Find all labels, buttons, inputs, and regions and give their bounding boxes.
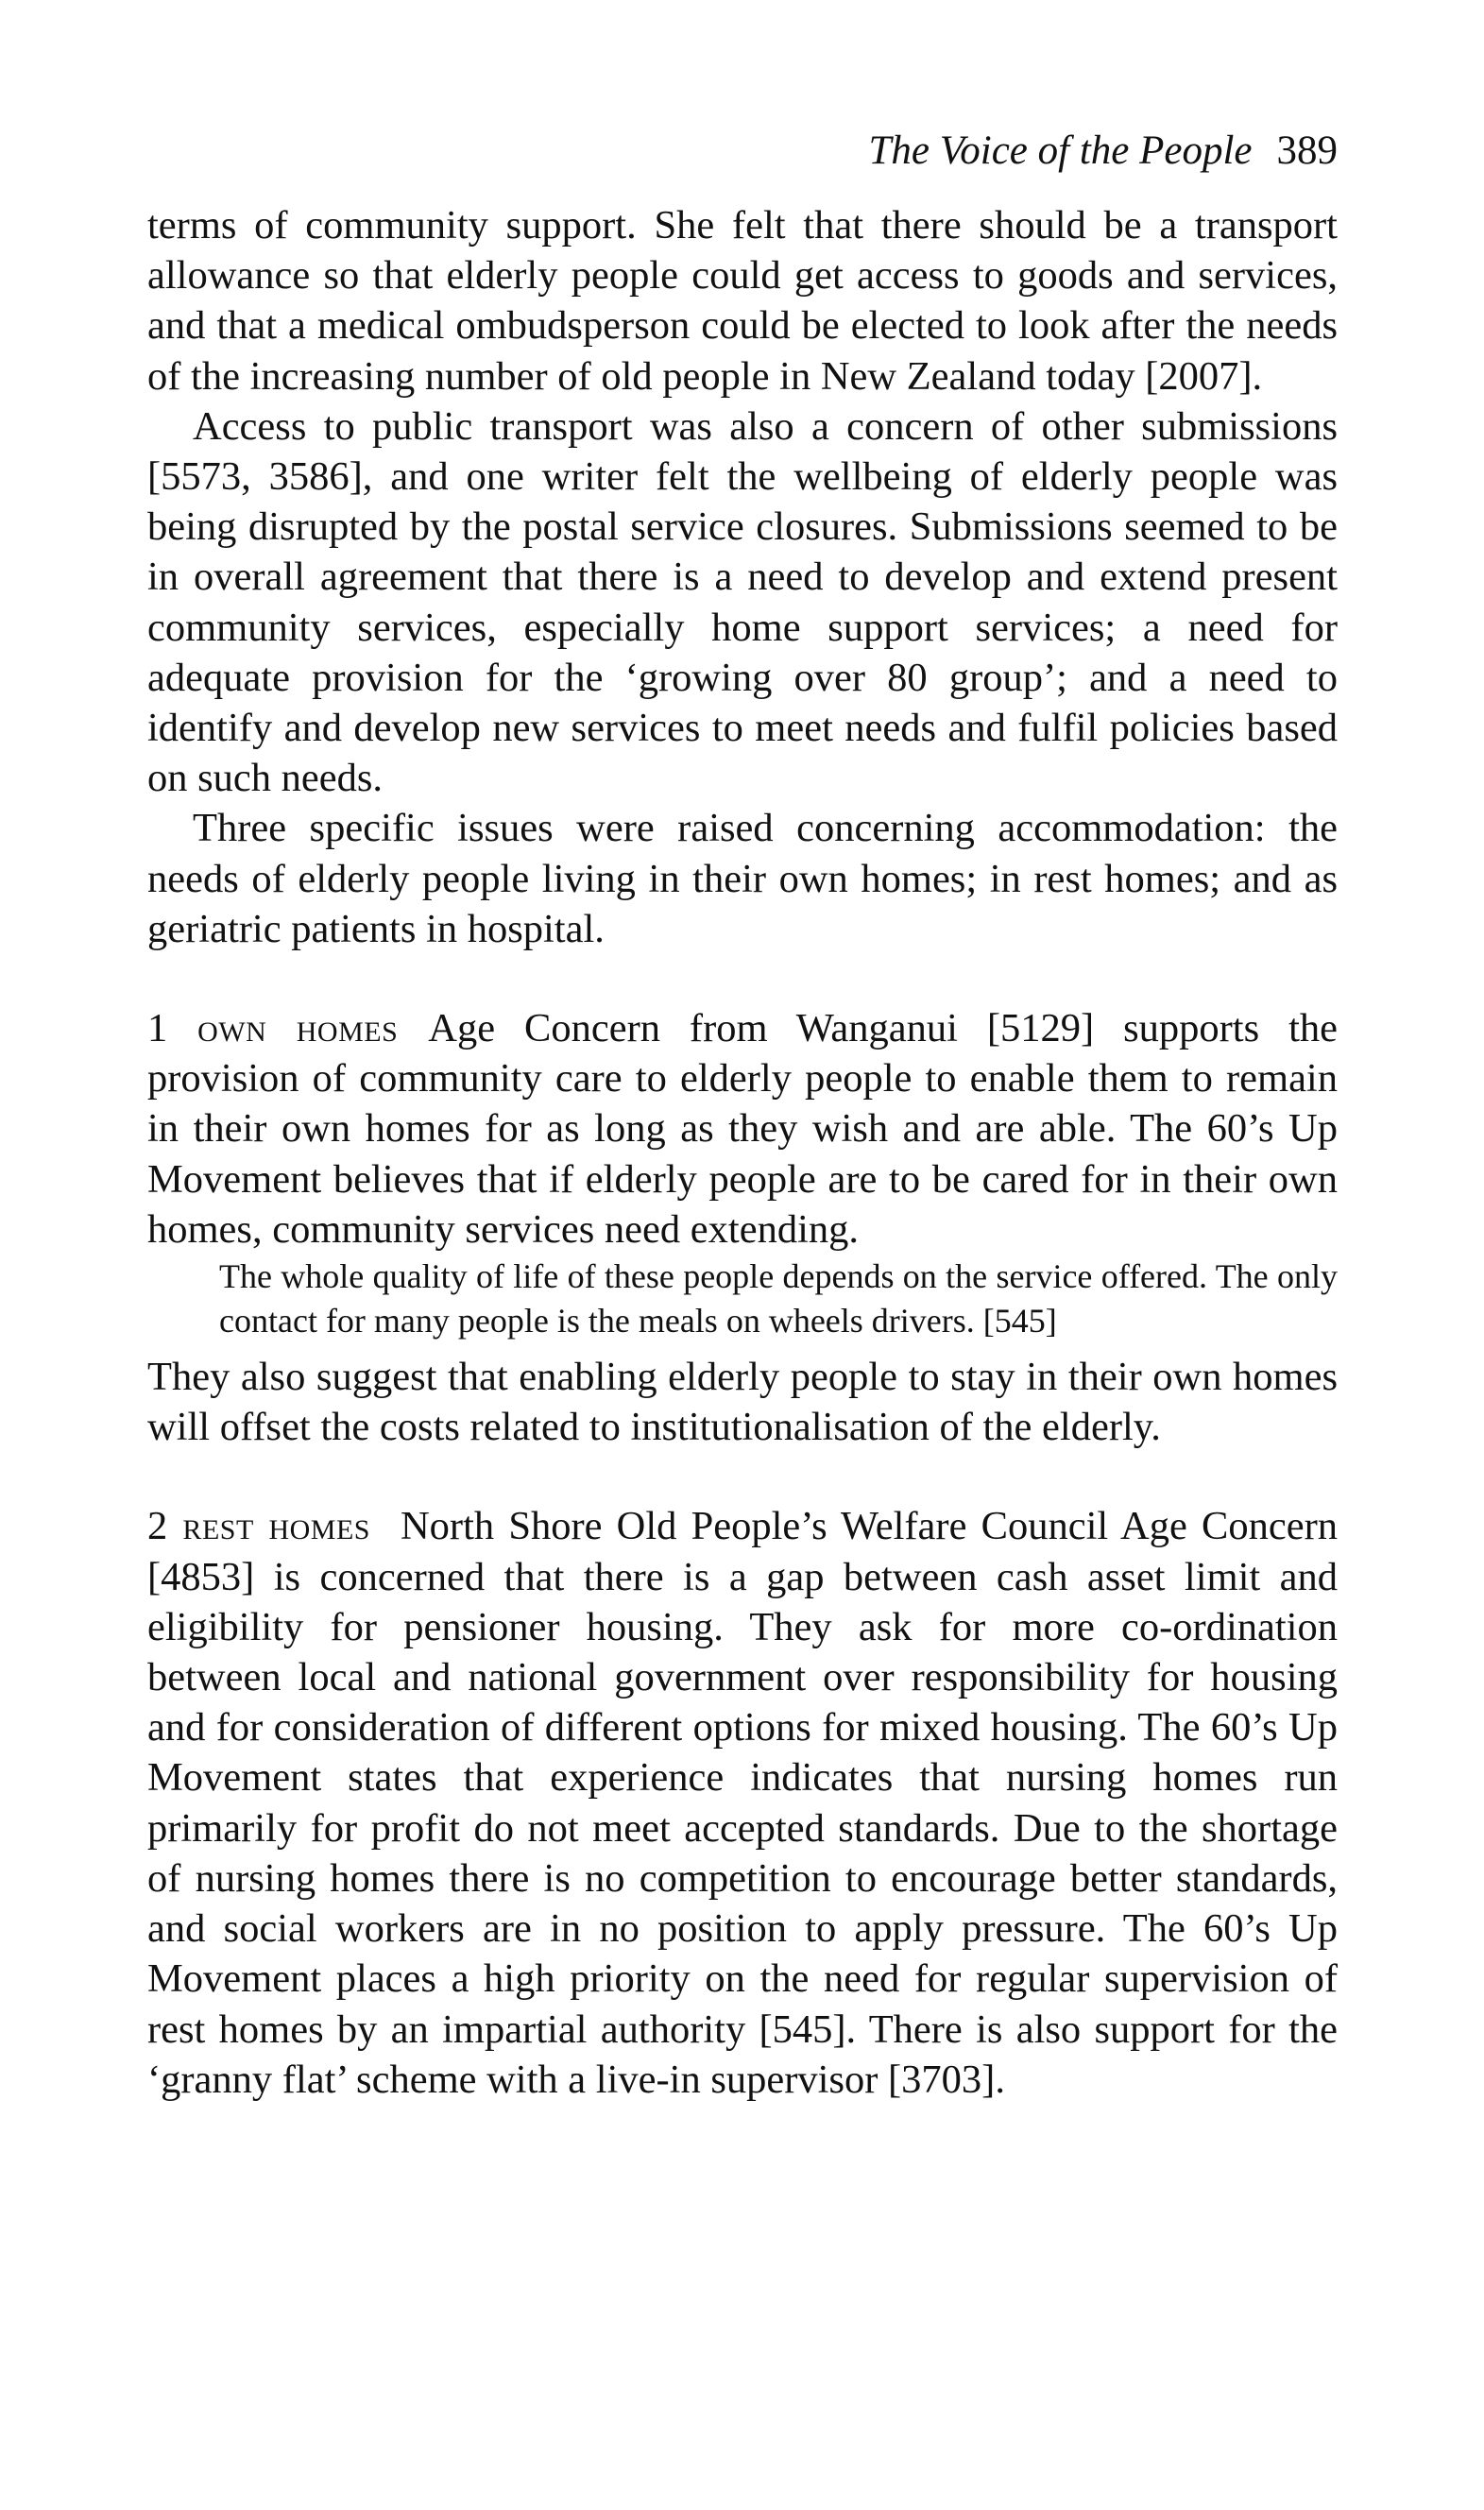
section-rest-homes: [147, 1501, 1338, 2104]
block-quote: The whole quality of life of these people depends on the service offered. The only contact for many people is the meals on wheels drivers. [545]: [219, 1257, 1338, 1340]
paragraph-public-transport: Access to public transport was also a concern of other submissions [5573, 3586], and one writer felt the wellbeing of elderly people was being disrupted by the postal service closures. Submissions seemed to be in overall agreement that there is a need to develop and extend present community services, especially home support services; a need for adequate provision for the ‘growing over 80 group’; and a need to identify and develop new services to meet needs and fulfil policies based on such needs.: [147, 403, 1338, 801]
section-rest-homes-text: North Shore Old People’s Welfare Council Age Concern [4853] is concerned that there is a gap between cash asset limit and eligibility for pensioner housing. They ask for more co-ordination between local and national government over responsibility for housing and for consideration of different options for mixed housing. The 60’s Up Movement states that experience indicates that nursing homes run primarily for profit do not meet accepted standards. Due to the shortage of nursing homes there is no competition to encourage better standards, and social workers are in no position to apply pressure. The 60’s Up Movement places a high priority on the need for regular supervision of rest homes by an impartial authority [545]. There is also support for the ‘granny flat’ scheme with a live-in supervisor [3703].: [147, 1504, 1338, 2102]
running-title: The Voice of the People: [868, 128, 1253, 173]
paragraph-offset-costs: They also suggest that enabling elderly people to stay in their own homes will offset the costs related to institutionalisation of the elderly.: [147, 1355, 1338, 1450]
paragraph-accommodation-issues: Three specific issues were raised concerning accommodation: the needs of elderly people living in their own homes; in rest homes; and as geriatric patients in hospital.: [147, 806, 1338, 951]
running-header: [147, 123, 1338, 189]
paragraph-community-support: terms of community support. She felt that there should be a transport allowance so that elderly people could get access to goods and services, and that a medical ombudsperson could be elected to look after the needs of the increasing number of old people in New Zealand today [2007].: [147, 203, 1338, 399]
section-own-homes-text: Age Concern from Wanganui [5129] supports the provision of community care to elderly people to enable them to remain in their own homes for as long as they wish and are able. The 60’s Up Movement believes that if elderly people are to be cared for in their own homes, community services need extending.: [147, 1006, 1338, 1252]
page-number: 389: [1276, 128, 1338, 173]
book-page: [147, 123, 1338, 2105]
section-heading-own-homes: 1 own homes: [147, 1006, 399, 1051]
section-heading-rest-homes: 2 rest homes: [147, 1504, 370, 1549]
section-own-homes: [147, 1003, 1338, 1255]
